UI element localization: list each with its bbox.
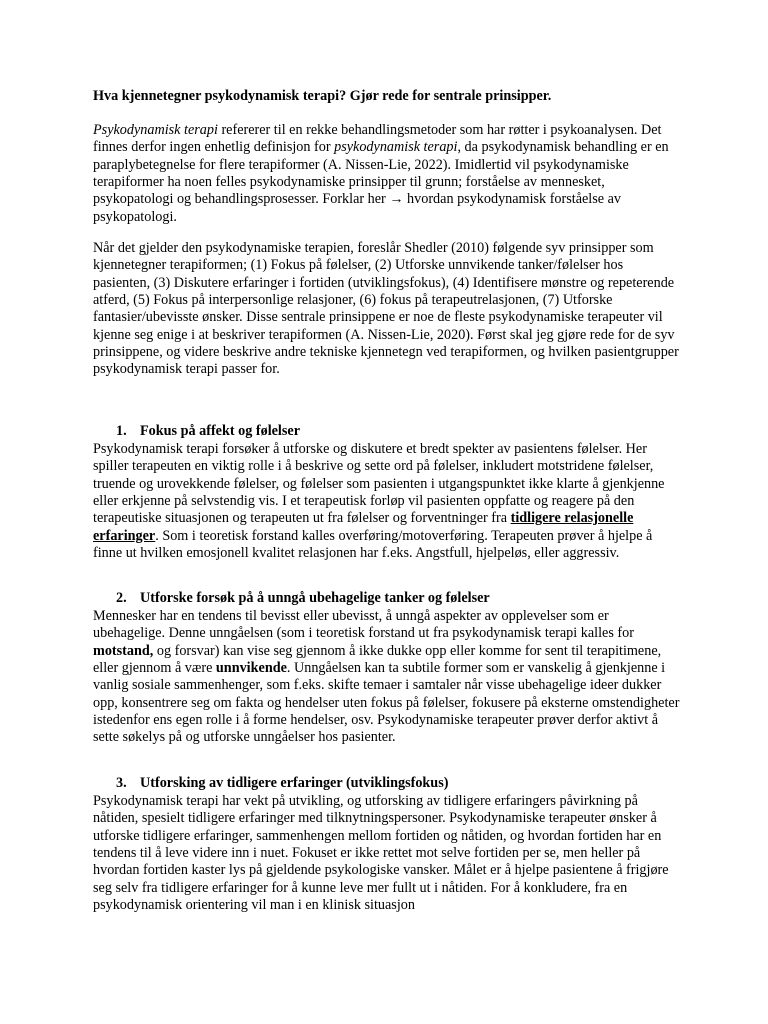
section-2-text-1: Mennesker har en tendens til bevisst eller ubevisst, å unngå aspekter av opplevelser som er ubehagelige. Denne unngåelsen (som i teoretisk forstand ut fra psykodynamisk terapi kalles for (93, 608, 634, 642)
section-2-text-3: . Unngåelsen kan ta subtile former som er vanskelig å gjenkjenne i vanlig sosiale sammenhenger, som f.eks. skifte temaer i samtaler når visse ubehagelige ideer dukker opp, konsentrere seg om fakta og hendelser uten fokus på følelser, fokusere på eksterne omstendigheter istedenfor ens egen rolle i å forme hendelser, osv. Psykodynamiske terapeuter prøver derfor aktivt å sette søkelys på og utforske unngåelser hos pasienter. (93, 660, 680, 746)
section-1-number: 1. (116, 423, 127, 439)
section-2-emphasis: motstand, (93, 642, 154, 659)
intro-term: Psykodynamisk terapi (93, 122, 218, 138)
section-2-text-2: og forsvar) kan vise seg gjennom å ikke dukke opp eller komme for sent til terapitimene, eller gjennom å være (93, 642, 662, 677)
intro-text-1: refererer til en rekke behandlingsmetoder som har røtter i psykoanalysen. Det finnes derfor ingen enhetlig definisjon for (93, 122, 662, 156)
principles-paragraph: Når det gjelder den psykodynamiske terapien, foreslår Shedler (2010) følgende syv prinsipper som kjennetegner terapiformen; (1) Fokus på følelser, (2) Utforske unnvikende tanker/følelser hos pasienten, (3) Diskutere erfaringer i fortiden (utviklingsfokus), (4) Identifisere mønstre og repeterende atferd, (5) Fokus på interpersonlige relasjoner, (6) fokus på terapeutrelasjonen, (7) Utforske fantasier/ubevisste ønsker. Disse sentrale prinsippene er noe de fleste psykodynamiske terapeuter vil kjenne seg enige i at beskriver terapiformen (A. Nissen-Lie, 2020). Først skal jeg gjøre rede for de syv prinsippene, og videre beskrive andre tekniske kjennetegn ved terapiformen, og hvilken pasientgrupper psykodynamisk terapi passer for. (93, 240, 679, 378)
section-1-title: Fokus på affekt og følelser (140, 423, 300, 439)
section-1-body (93, 441, 683, 562)
section-3-number: 3. (116, 775, 127, 791)
section-2-number: 2. (116, 590, 127, 606)
section-3-body: Psykodynamisk terapi har vekt på utvikling, og utforsking av tidligere erfaringers påvirkning på nåtiden, spesielt tidligere erfaringer med tilknytningspersoner. Psykodynamiske terapeuter ønsker å utforske tidligere erfaringer, sammenhengen mellom fortiden og nåtiden, og hvordan fortiden har en tendens til å leve videre inn i nuet. Fokuset er ikke rettet mot selve fortiden per se, men heller på hvordan fortiden kaster lys på gjeldende psykologiske vansker. Målet er å hjelpe pasientene å frigjøre seg selv fra tidligere erfaringer for å kunne leve mer fullt ut i nåtiden. For å konkludere, fra en psykodynamisk orientering vil man i en klinisk situasjon (93, 793, 669, 914)
section-2-title: Utforske forsøk på å unngå ubehagelige tanker og følelser (140, 590, 490, 606)
section-2-body (93, 608, 683, 747)
intro-paragraph (93, 122, 683, 226)
intro-text-2: , da psykodynamisk behandling er en paraplybetegnelse for flere terapiformer (A. Nissen-Lie, 2022). Imidlertid vil psykodynamiske terapiformer ha noen felles psykodynamiske prinsipper til grunn; forståelse av mennesket, psykopatologi og behandlingsprosesser. Forklar her → hvordan psykodynamisk forståelse av psykopatologi. (93, 139, 669, 225)
intro-term-2: psykodynamisk terapi (334, 139, 458, 156)
section-3-heading (116, 775, 706, 792)
document-title: Hva kjennetegner psykodynamisk terapi? Gjør rede for sentrale prinsipper. (93, 88, 552, 104)
section-1-text-2: . Som i teoretisk forstand kalles overføring/motoverføring. Terapeuten prøver å hjelpe å finne ut hvilken emosjonell kvalitet relasjonen har f.eks. Angstfull, hjelpeløs, eller aggressiv. (93, 527, 653, 562)
section-1-heading (116, 423, 706, 440)
section-3-title: Utforsking av tidligere erfaringer (utviklingsfokus) (140, 775, 449, 791)
section-2-heading (116, 590, 706, 607)
section-1-emphasis: tidligere relasjonelle erfaringer (93, 510, 634, 544)
section-2-emphasis-2: unnvikende (215, 660, 287, 677)
section-1-text-1: Psykodynamisk terapi forsøker å utforske og diskutere et bredt spekter av pasientens følelser. Her spiller terapeuten en viktig rolle i å beskrive og sette ord på følelser, inkludert motstridene følelser, truende og urovekkende følelser, og følelser som pasienten i utgangspunktet ikke klarte å gjenkjenne eller erkjenne på selvstendig vis. I et terapeutisk forløp vil pasienten oppfatte og reagere på den terapeutiske situasjonen og terapeuten ut fra følelser og forventninger fra (93, 441, 665, 527)
